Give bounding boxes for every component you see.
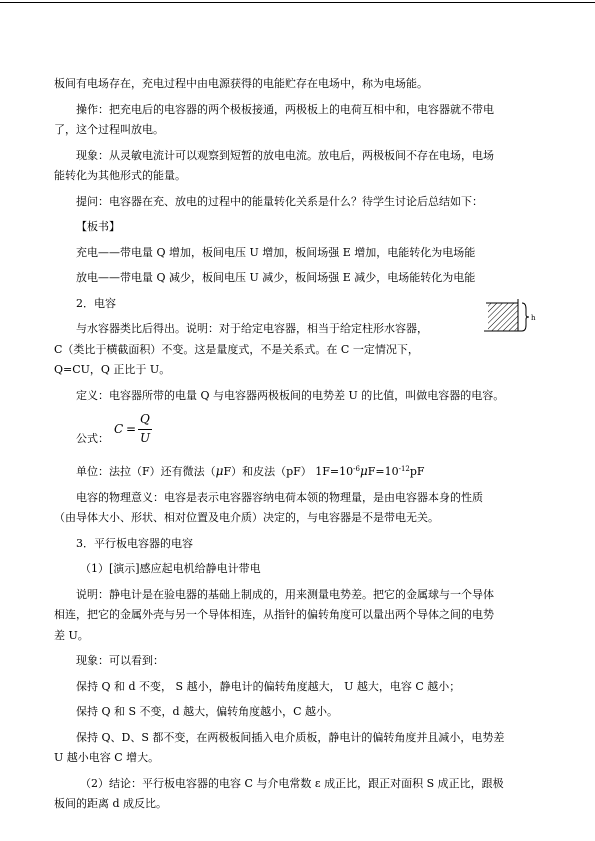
paragraph-line: 提问：电容器在充、放电的过程中的能量转化关系是什么？待学生讨论后总结如下：	[76, 194, 483, 208]
paragraph-line: 保持 Q 和 S 不变，d 越大，偏转角度越小，C 越小。	[76, 705, 338, 718]
formula-c: C	[114, 422, 124, 436]
mu-symbol: μ	[359, 464, 368, 478]
paragraph-line: 保持 Q 和 d 不变， S 越小，静电计的偏转角度越大， U 越大，电容 C 越小；	[76, 679, 461, 693]
paragraph-line: 放电——带电量 Q 减少，板间电压 U 减少，板间场强 E 减少，电场能转化为电能	[76, 271, 476, 284]
paragraph-line: （2）结论：平行板电容器的电容 C 与介电常数 ε 成正比，跟正对面积 S 成正比，跟极	[80, 776, 504, 790]
height-brace-icon	[522, 303, 529, 331]
paragraph-line: Q=CU，Q 正比于 U。	[54, 363, 171, 376]
paragraph-line: 说明：静电计是在验电器的基础上制成的，用来测量电势差。把它的金属球与一个导体	[76, 587, 494, 601]
exponent: -12	[398, 465, 410, 473]
water-fill	[488, 303, 518, 331]
paragraph-line: U 越小电容 C 增大。	[54, 751, 160, 764]
paragraph-line: C（类比于横截面积）不变。这是量度式，不是关系式。在 C 一定情况下，	[54, 342, 419, 356]
units-text: pF	[409, 465, 425, 478]
paragraph-line: 板间的距离 d 成反比。	[54, 797, 168, 810]
section-heading: 2．电容	[76, 296, 116, 310]
formula-label: 公式：	[76, 432, 109, 445]
formula-numerator: Q	[140, 412, 150, 426]
paragraph-line: 与水容器类比后得出。说明：对于给定电容器，相当于给定柱形水容器，	[76, 322, 428, 335]
formula-equals: =	[126, 422, 137, 436]
paragraph-line: （1）[演示]感应起电机给静电计带电	[80, 562, 261, 575]
units-text: 单位：法拉（F）还有微法（	[76, 465, 216, 478]
figure-height-label: h	[531, 314, 536, 322]
header-rule	[0, 2, 595, 3]
paragraph-line: 能转化为其他形式的能量。	[54, 169, 186, 182]
document-body	[54, 74, 544, 815]
units-text: F）和皮法（pF） 1F=10	[223, 465, 354, 478]
water-container-figure	[480, 297, 542, 341]
formula-denominator: U	[140, 431, 151, 445]
paragraph-line: 板间有电场存在，充电过程中由电源获得的电能贮存在电场中，称为电场能。	[54, 77, 428, 90]
paragraph-line: 相连，把它的金属外壳与另一个导体相连，从指针的偏转角度可以量出两个导体之间的电势	[54, 608, 494, 621]
paragraph-line: 操作：把充电后的电容器的两个极板接通，两极板上的电荷互相中和，电容器就不带电	[76, 102, 494, 116]
paragraph-line: 定义：电容器所带的电量 Q 与电容器两极板间的电势差 U 的比值，叫做电容器的电容。	[76, 388, 505, 402]
section-label: 【板书】	[76, 220, 120, 233]
paragraph-line: 差 U。	[54, 628, 89, 642]
paragraph-line: 现象：可以看到：	[76, 654, 164, 667]
paragraph-line: 电容的物理意义：电容是表示电容器容纳电荷本领的物理量，是由电容器本身的性质	[76, 490, 483, 504]
paragraph-line: 保持 Q、D、S 都不变，在两极板间插入电介质板，静电计的偏转角度并且减小，电势差	[76, 730, 505, 744]
units-line	[54, 459, 544, 483]
section-heading: 3．平行板电容器的电容	[76, 536, 193, 550]
paragraph-line: 充电——带电量 Q 增加，板间电压 U 增加，板间场强 E 增加，电能转化为电场能	[76, 245, 476, 259]
paragraph-line: 了，这个过程叫放电。	[54, 123, 164, 136]
paragraph-line: 现象：从灵敏电流计可以观察到短暂的放电电流。放电后，两极板间不存在电场，电场	[76, 148, 494, 162]
exponent: -6	[353, 465, 360, 473]
paragraph-line: （由导体大小、形状、相对位置及电介质）决定的，与电容器是不是带电无关。	[54, 511, 439, 524]
fraction-bar	[138, 429, 152, 430]
capacitance-formula	[54, 408, 544, 454]
units-text: F=10	[367, 465, 399, 478]
mu-symbol: μ	[215, 464, 224, 478]
